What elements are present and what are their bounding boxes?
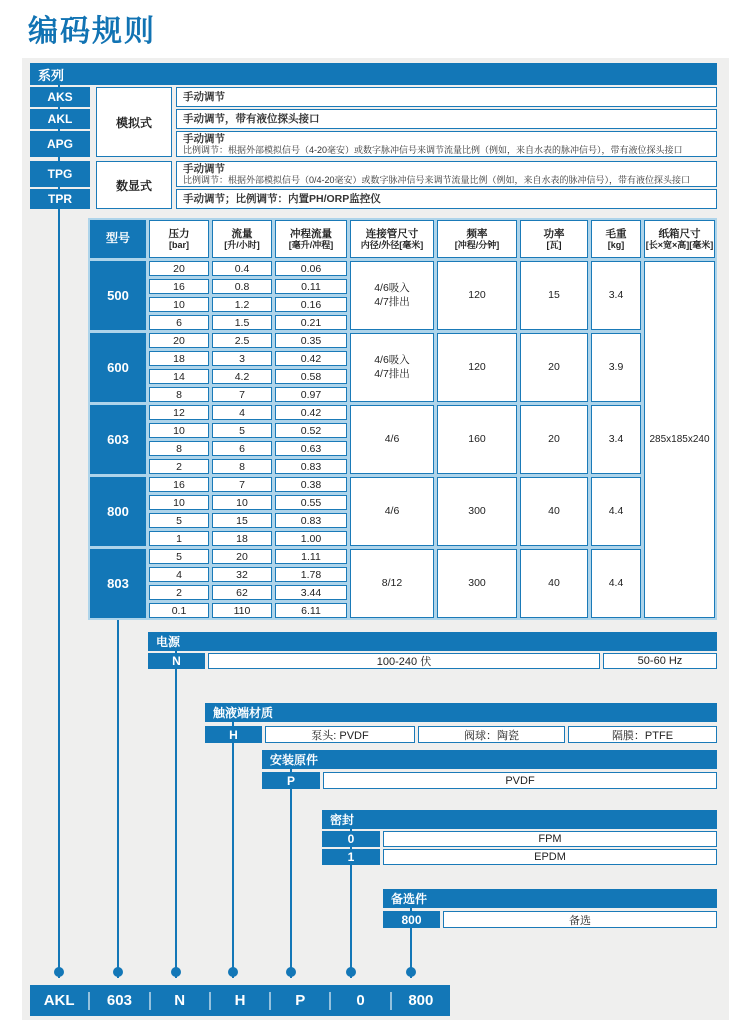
wetted-material-valve-ball: 阀球：陶瓷 [418, 726, 565, 743]
table-row: 10 1.2 0.16 [149, 297, 347, 312]
connector-dot [171, 967, 181, 977]
code-segment: 0 [356, 992, 365, 1009]
connection-cell: 4/6吸入 4/7排出 [350, 333, 434, 402]
power-cell: 20 [520, 405, 588, 474]
spec-table-header-row [90, 220, 715, 258]
desc-line: 比例调节：根据外部模拟信号（4-20毫安）或数字脉冲信号来调节流量比例（例如，来自水表的脉冲信号），带有液位探头接口 [183, 144, 683, 155]
connector-dot [346, 967, 356, 977]
series-desc-apg [176, 131, 717, 157]
table-row: 16 7 0.38 [149, 477, 347, 492]
model-cell: 600 [90, 333, 146, 402]
power-supply-voltage: 100-240 伏 [208, 653, 600, 669]
model-cell: 500 [90, 261, 146, 330]
product-code-bar [30, 985, 450, 1016]
table-row: 14 4.2 0.58 [149, 369, 347, 384]
table-row: 4 32 1.78 [149, 567, 347, 582]
table-row: 8 6 0.63 [149, 441, 347, 456]
model-blocks [90, 261, 641, 618]
seal-value-1: EPDM [383, 849, 717, 865]
header-frequency: 频率 [冲程/分钟] [437, 220, 517, 258]
wetted-material-code: H [205, 726, 262, 743]
wetted-material-diaphragm: 隔膜：PTFE [568, 726, 717, 743]
series-code-tpg: TPG [30, 161, 90, 187]
power-supply-header-bar: 电源 [148, 632, 717, 651]
frequency-cell: 120 [437, 333, 517, 402]
code-segment: H [234, 992, 246, 1009]
desc-line: 手动调节，带有液位探头接口 [183, 112, 320, 125]
spec-table [88, 218, 717, 620]
weight-cell: 4.4 [591, 549, 641, 618]
connector-dot [406, 967, 416, 977]
power-cell: 20 [520, 333, 588, 402]
seal-value-0: FPM [383, 831, 717, 847]
connector-line-power [175, 650, 177, 978]
seal-code-0: 0 [322, 831, 380, 847]
wetted-material-header-bar: 触液端材质 [205, 703, 717, 722]
desc-line: 手动调节 [183, 162, 225, 175]
table-row: 1 18 1.00 [149, 531, 347, 546]
power-supply-code: N [148, 653, 205, 669]
desc-line: 手动调节；比例调节：内置PH/ORP监控仪 [183, 192, 381, 205]
header-stroke-flow: 冲程流量 [毫升/冲程] [275, 220, 347, 258]
installation-code: P [262, 772, 320, 789]
header-flow: 流量 [升/小时] [212, 220, 272, 258]
series-desc-tpg [176, 161, 717, 187]
series-code-akl: AKL [30, 109, 90, 129]
frequency-cell: 120 [437, 261, 517, 330]
model-block-500 [90, 261, 641, 330]
table-row: 10 5 0.52 [149, 423, 347, 438]
table-row: 5 15 0.83 [149, 513, 347, 528]
series-code-aks: AKS [30, 87, 90, 107]
options-value: 备选 [443, 911, 717, 928]
connector-dot [286, 967, 296, 977]
series-header-bar: 系列 [30, 63, 717, 85]
table-row: 5 20 1.11 [149, 549, 347, 564]
power-supply-frequency: 50-60 Hz [603, 653, 717, 669]
installation-header-bar: 安装原件 [262, 750, 717, 769]
code-segment: N [174, 992, 186, 1009]
table-row: 6 1.5 0.21 [149, 315, 347, 330]
header-pressure: 压力 [bar] [149, 220, 209, 258]
series-type-digital: 数显式 [96, 161, 172, 209]
connector-dot [113, 967, 123, 977]
code-segment: 800 [408, 992, 434, 1009]
model-block-603 [90, 405, 641, 474]
header-power: 功率 [瓦] [520, 220, 588, 258]
page-title: 编码规则 [28, 15, 156, 48]
table-row: 0.1 110 6.11 [149, 603, 347, 618]
power-cell: 15 [520, 261, 588, 330]
table-row: 12 4 0.42 [149, 405, 347, 420]
connector-dot [54, 967, 64, 977]
series-type-analog: 模拟式 [96, 87, 172, 157]
code-segment: P [295, 992, 306, 1009]
installation-value: PVDF [323, 772, 717, 789]
weight-cell: 3.9 [591, 333, 641, 402]
model-cell: 803 [90, 549, 146, 618]
model-block-800 [90, 477, 641, 546]
weight-cell: 3.4 [591, 261, 641, 330]
options-header-bar: 备选件 [383, 889, 717, 908]
series-code-apg: APG [30, 131, 90, 157]
frequency-cell: 300 [437, 549, 517, 618]
code-segment: 603 [106, 992, 132, 1009]
table-row: 10 10 0.55 [149, 495, 347, 510]
table-row: 8 7 0.97 [149, 387, 347, 402]
power-cell: 40 [520, 477, 588, 546]
weight-cell: 3.4 [591, 405, 641, 474]
carton-size-cell: 285x185x240 [644, 261, 715, 618]
table-row: 2 8 0.83 [149, 459, 347, 474]
connector-line-model [117, 617, 119, 978]
weight-cell: 4.4 [591, 477, 641, 546]
connector-dot [228, 967, 238, 977]
model-block-803 [90, 549, 641, 618]
connection-cell: 4/6 [350, 477, 434, 546]
code-segment: AKL [43, 992, 75, 1009]
series-code-tpr: TPR [30, 189, 90, 209]
seal-header-bar: 密封 [322, 810, 717, 829]
table-row: 20 2.5 0.35 [149, 333, 347, 348]
table-row: 18 3 0.42 [149, 351, 347, 366]
connector-line-material [232, 722, 234, 978]
desc-line: 手动调节 [183, 132, 225, 145]
options-code: 800 [383, 911, 440, 928]
series-desc-akl [176, 109, 717, 129]
model-block-600 [90, 333, 641, 402]
connection-cell: 8/12 [350, 549, 434, 618]
seal-code-1: 1 [322, 849, 380, 865]
spec-table-body [90, 261, 715, 618]
connector-line-series [58, 84, 60, 978]
table-row: 20 0.4 0.06 [149, 261, 347, 276]
desc-line: 比例调节：根据外部模拟信号（0/4-20毫安）或数字脉冲信号来调节流量比例（例如，来自水表的脉冲信号），带有液位探头接口 [183, 174, 691, 185]
desc-line: 手动调节 [183, 90, 225, 103]
header-carton: 纸箱尺寸 [长×宽×高][毫米] [644, 220, 715, 258]
connection-cell: 4/6 [350, 405, 434, 474]
frequency-cell: 160 [437, 405, 517, 474]
frequency-cell: 300 [437, 477, 517, 546]
header-connection: 连接管尺寸 内径/外径[毫米] [350, 220, 434, 258]
connector-line-installation [290, 769, 292, 978]
series-desc-aks [176, 87, 717, 107]
header-weight: 毛重 [kg] [591, 220, 641, 258]
model-cell: 603 [90, 405, 146, 474]
table-row: 16 0.8 0.11 [149, 279, 347, 294]
table-row: 2 62 3.44 [149, 585, 347, 600]
model-cell: 800 [90, 477, 146, 546]
connection-cell: 4/6吸入 4/7排出 [350, 261, 434, 330]
wetted-material-pump-head: 泵头: PVDF [265, 726, 415, 743]
power-cell: 40 [520, 549, 588, 618]
series-desc-tpr [176, 189, 717, 209]
header-model: 型号 [90, 220, 146, 258]
